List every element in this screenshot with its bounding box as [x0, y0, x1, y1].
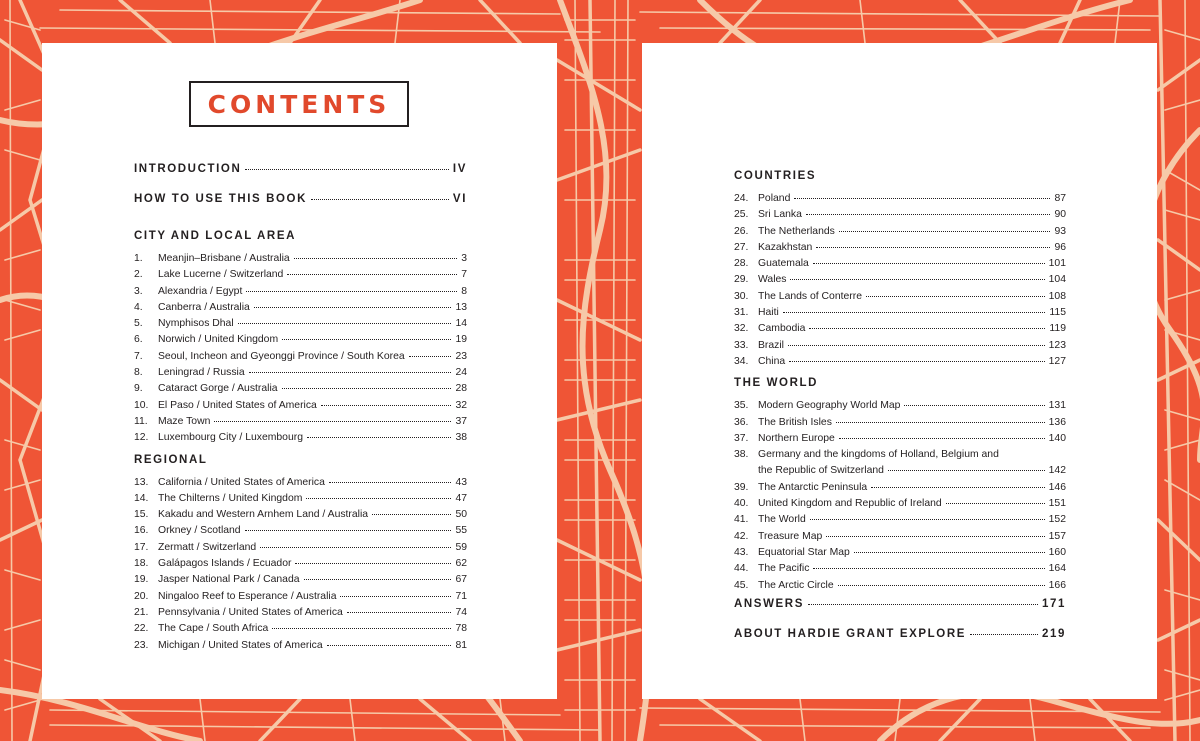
item-number: 2. — [134, 269, 143, 281]
item-number: 26. — [734, 225, 749, 237]
leader-dots — [238, 323, 452, 324]
item-page-number: 24 — [455, 367, 467, 379]
item-page-number: 115 — [1049, 307, 1066, 319]
item-label: Michigan / United States of America — [158, 639, 323, 651]
leader-dots — [946, 503, 1045, 504]
leader-dots — [783, 312, 1046, 313]
leader-dots — [794, 198, 1050, 199]
item-number: 5. — [134, 318, 143, 330]
right-page — [642, 43, 1157, 699]
leader-dots — [810, 519, 1045, 520]
toc-item[interactable] — [134, 491, 467, 507]
toc-entry-answers[interactable]: ANSWERS 171 — [734, 597, 1066, 610]
item-label: Orkney / Scotland — [158, 525, 241, 537]
item-label: Luxembourg City / Luxembourg — [158, 432, 303, 444]
leader-dots — [260, 547, 451, 548]
leader-dots — [836, 422, 1045, 423]
item-page-number: 81 — [455, 639, 467, 651]
item-page-number: 43 — [455, 476, 467, 488]
toc-item[interactable] — [734, 289, 1066, 305]
item-page-number: 152 — [1048, 514, 1066, 526]
item-number: 9. — [134, 383, 143, 395]
item-number: 24. — [734, 193, 749, 204]
toc-item[interactable] — [134, 316, 467, 332]
item-page-number: 90 — [1054, 209, 1066, 221]
leader-dots — [287, 274, 457, 275]
item-page-number: 104 — [1048, 274, 1066, 286]
item-page-number: 55 — [455, 525, 467, 537]
toc-item[interactable] — [134, 414, 467, 430]
item-page-number: 127 — [1048, 355, 1066, 367]
toc-item[interactable] — [734, 224, 1066, 240]
toc-item[interactable] — [734, 578, 1066, 594]
toc-item[interactable] — [134, 430, 467, 446]
item-number: 43. — [734, 546, 749, 558]
item-label: Lake Lucerne / Switzerland — [158, 269, 284, 281]
item-label: The World — [758, 514, 806, 526]
item-label: Guatemala — [758, 258, 809, 270]
leader-dots — [838, 585, 1045, 586]
leader-dots — [294, 258, 458, 259]
leader-dots — [295, 563, 451, 564]
item-label: El Paso / United States of America — [158, 399, 317, 411]
toc-item[interactable] — [734, 338, 1066, 354]
leader-dots — [854, 552, 1045, 553]
item-page-number: 59 — [455, 541, 467, 553]
item-label: Kazakhstan — [758, 241, 813, 253]
item-label: China — [758, 355, 786, 367]
leader-dots — [806, 214, 1051, 215]
toc-item[interactable] — [134, 398, 467, 414]
item-page-number: 38 — [455, 432, 467, 444]
item-page-number: 131 — [1048, 400, 1066, 412]
item-page-number: 37 — [455, 415, 467, 427]
item-number: 11. — [134, 415, 148, 427]
section-heading: COUNTRIES — [734, 170, 817, 182]
item-number: 8. — [134, 367, 143, 379]
item-label: Wales — [758, 274, 787, 286]
item-number: 33. — [734, 339, 749, 351]
toc-item[interactable] — [134, 589, 467, 605]
item-page-number: 87 — [1054, 193, 1066, 204]
item-page-number: 8 — [461, 285, 467, 297]
item-number: 22. — [134, 623, 149, 635]
leader-dots — [789, 361, 1045, 362]
item-page-number: 157 — [1048, 530, 1066, 542]
leader-dots — [790, 279, 1044, 280]
item-number: 10. — [134, 399, 149, 411]
leader-dots — [888, 470, 1045, 471]
toc-item[interactable] — [134, 365, 467, 381]
item-label: Northern Europe — [758, 432, 835, 444]
item-label: Norwich / United Kingdom — [158, 334, 279, 346]
item-page-number: 123 — [1048, 339, 1066, 351]
leader-dots — [347, 612, 452, 613]
item-number: 13. — [134, 476, 149, 488]
item-number: 45. — [734, 579, 749, 591]
item-page-number: 19 — [455, 334, 467, 346]
toc-item[interactable] — [134, 267, 467, 283]
item-number: 38. — [734, 449, 749, 461]
toc-item[interactable] — [134, 251, 467, 267]
toc-entry-how-to-use[interactable]: HOW TO USE THIS BOOK VI — [134, 193, 467, 205]
item-number: 30. — [734, 290, 749, 302]
leader-dots — [340, 596, 451, 597]
leader-dots — [214, 421, 451, 422]
toc-item[interactable] — [734, 354, 1066, 370]
item-number: 20. — [134, 590, 149, 602]
item-number: 18. — [134, 558, 149, 570]
toc-item[interactable] — [734, 240, 1066, 256]
item-label: Modern Geography World Map — [758, 400, 901, 412]
item-page-number: 164 — [1048, 563, 1066, 575]
item-page-number: 28 — [455, 383, 467, 395]
item-number: 31. — [734, 307, 749, 319]
item-number: 42. — [734, 530, 749, 542]
toc-item[interactable] — [134, 572, 467, 588]
toc-item[interactable] — [734, 305, 1066, 321]
leader-dots — [904, 405, 1044, 406]
leader-dots — [813, 568, 1044, 569]
leader-dots — [839, 438, 1045, 439]
item-number: 19. — [134, 574, 149, 586]
toc-item[interactable] — [734, 431, 1066, 447]
toc-item[interactable] — [734, 529, 1066, 545]
toc-item[interactable] — [734, 512, 1066, 528]
item-page-number: 14 — [455, 318, 467, 330]
section-heading: CITY AND LOCAL AREA — [134, 230, 297, 242]
item-label: Sri Lanka — [758, 209, 802, 221]
leader-dots — [272, 628, 451, 629]
item-number: 25. — [734, 209, 749, 221]
toc-item[interactable] — [734, 398, 1066, 414]
leader-dots — [372, 514, 451, 515]
item-number: 6. — [134, 334, 143, 346]
item-number: 23. — [134, 639, 149, 651]
item-label: Meanjin–Brisbane / Australia — [158, 253, 290, 264]
section-heading: REGIONAL — [134, 453, 208, 466]
leader-dots — [282, 339, 451, 340]
leader-dots — [816, 247, 1050, 248]
toc-item[interactable] — [734, 415, 1066, 431]
toc-item[interactable] — [134, 621, 467, 637]
item-number: 32. — [734, 323, 749, 335]
toc-item[interactable] — [134, 540, 467, 556]
item-label: The Arctic Circle — [758, 579, 834, 591]
toc-item[interactable] — [734, 496, 1066, 512]
item-page-number: 108 — [1048, 290, 1066, 302]
item-label: Kakadu and Western Arnhem Land / Australia — [158, 509, 369, 521]
item-page-number: 23 — [455, 350, 467, 362]
leader-dots — [254, 307, 452, 308]
item-label-continued: the Republic of Switzerland — [758, 465, 884, 477]
toc-item[interactable] — [134, 300, 467, 316]
item-page-number: 3 — [461, 253, 467, 264]
item-label: Brazil — [758, 339, 784, 351]
item-number: 7. — [134, 350, 143, 362]
leader-dots — [246, 291, 457, 292]
item-label: Jasper National Park / Canada — [158, 574, 300, 586]
leader-dots — [329, 482, 452, 483]
left-toc — [134, 163, 467, 654]
item-number: 15. — [134, 509, 149, 521]
item-label: Haiti — [758, 307, 779, 319]
toc-item[interactable] — [134, 381, 467, 397]
contents-title: CONTENTS — [207, 89, 391, 119]
item-number: 16. — [134, 525, 149, 537]
toc-item[interactable] — [734, 561, 1066, 577]
toc-item[interactable] — [734, 447, 1066, 480]
item-page-number: 136 — [1048, 416, 1066, 428]
item-page-number: 50 — [455, 509, 467, 521]
item-number: 21. — [134, 606, 149, 618]
toc-item[interactable] — [134, 284, 467, 300]
item-label: Alexandria / Egypt — [158, 285, 243, 297]
item-label: Ningaloo Reef to Esperance / Australia — [158, 590, 337, 602]
contents-title-box — [189, 81, 409, 127]
item-page-number: 166 — [1048, 579, 1066, 591]
toc-entry-about[interactable]: ABOUT HARDIE GRANT EXPLORE 219 — [734, 627, 1066, 640]
item-label: Seoul, Incheon and Gyeonggi Province / South Korea — [158, 350, 405, 362]
item-page-number: 74 — [455, 606, 467, 618]
leader-dots — [409, 356, 452, 357]
toc-item[interactable] — [734, 480, 1066, 496]
leader-dots — [245, 169, 449, 170]
item-label: Nymphisos Dhal — [158, 318, 234, 330]
leader-dots — [282, 388, 452, 389]
leader-dots — [808, 604, 1038, 605]
toc-item[interactable] — [734, 545, 1066, 561]
item-label: The Pacific — [758, 563, 810, 575]
item-label: Equatorial Star Map — [758, 546, 850, 558]
toc-item[interactable] — [134, 332, 467, 348]
item-label: The British Isles — [758, 416, 832, 428]
toc-item[interactable] — [134, 638, 467, 654]
toc-item[interactable] — [134, 523, 467, 539]
item-page-number: 160 — [1048, 546, 1066, 558]
leader-dots — [306, 498, 451, 499]
item-label: California / United States of America — [158, 476, 325, 488]
item-label: Treasure Map — [758, 530, 823, 542]
item-number: 40. — [734, 498, 749, 510]
item-number: 3. — [134, 285, 143, 297]
item-page-number: 96 — [1054, 241, 1066, 253]
toc-item[interactable] — [734, 272, 1066, 288]
leader-dots — [321, 405, 452, 406]
item-label: The Cape / South Africa — [158, 623, 269, 635]
item-page-number: 142 — [1048, 465, 1066, 477]
toc-item[interactable] — [134, 605, 467, 621]
item-label: Canberra / Australia — [158, 301, 250, 313]
toc-item[interactable] — [134, 507, 467, 523]
item-label: United Kingdom and Republic of Ireland — [758, 498, 942, 510]
item-number: 12. — [134, 432, 149, 444]
right-toc — [734, 163, 1066, 658]
item-number: 29. — [734, 274, 749, 286]
toc-item[interactable] — [734, 321, 1066, 337]
item-number: 27. — [734, 241, 749, 253]
item-page-number: 78 — [455, 623, 467, 635]
toc-entry-introduction[interactable]: INTRODUCTION IV — [134, 163, 467, 175]
item-number: 28. — [734, 258, 749, 270]
item-number: 17. — [134, 541, 149, 553]
leader-dots — [813, 263, 1045, 264]
item-number: 34. — [734, 355, 749, 367]
leader-dots — [866, 296, 1045, 297]
item-page-number: 101 — [1048, 258, 1066, 270]
leader-dots — [304, 579, 452, 580]
toc-item[interactable] — [734, 207, 1066, 223]
item-page-number: 93 — [1054, 225, 1066, 237]
toc-item[interactable] — [734, 256, 1066, 272]
item-page-number: 151 — [1048, 498, 1066, 510]
item-label: Galápagos Islands / Ecuador — [158, 558, 292, 570]
left-page — [42, 43, 557, 699]
toc-item[interactable] — [734, 191, 1066, 207]
leader-dots — [826, 536, 1044, 537]
item-page-number: 71 — [455, 590, 467, 602]
item-number: 36. — [734, 416, 749, 428]
leader-dots — [788, 345, 1045, 346]
item-number: 44. — [734, 563, 749, 575]
item-page-number: 7 — [461, 269, 467, 281]
item-page-number: 62 — [455, 558, 467, 570]
leader-dots — [245, 530, 452, 531]
item-label: Leningrad / Russia — [158, 367, 245, 379]
leader-dots — [809, 328, 1045, 329]
section-heading: THE WORLD — [734, 377, 819, 390]
leader-dots — [970, 634, 1038, 635]
item-label: Zermatt / Switzerland — [158, 541, 257, 553]
toc-item[interactable] — [134, 556, 467, 572]
leader-dots — [839, 231, 1051, 232]
item-number: 4. — [134, 301, 143, 313]
item-label: Cambodia — [758, 323, 806, 335]
item-number: 41. — [734, 514, 749, 526]
item-page-number: 32 — [455, 399, 467, 411]
item-label: The Netherlands — [758, 225, 835, 237]
leader-dots — [307, 437, 451, 438]
leader-dots — [871, 487, 1044, 488]
item-label: Germany and the kingdoms of Holland, Belgium and — [758, 449, 999, 461]
leader-dots — [249, 372, 452, 373]
leader-dots — [311, 199, 449, 200]
item-number: 37. — [734, 432, 749, 444]
item-label: Pennsylvania / United States of America — [158, 606, 343, 618]
item-number: 1. — [134, 253, 143, 264]
item-page-number: 13 — [455, 301, 467, 313]
item-label: Poland — [758, 193, 791, 204]
item-number: 39. — [734, 481, 749, 493]
item-label: The Chilterns / United Kingdom — [158, 492, 303, 504]
item-page-number: 140 — [1048, 432, 1066, 444]
toc-item[interactable] — [134, 475, 467, 491]
item-label: Cataract Gorge / Australia — [158, 383, 278, 395]
item-label: The Lands of Conterre — [758, 290, 862, 302]
toc-item[interactable] — [134, 349, 467, 365]
item-page-number: 67 — [455, 574, 467, 586]
item-number: 14. — [134, 492, 149, 504]
leader-dots — [327, 645, 452, 646]
item-label: The Antarctic Peninsula — [758, 481, 868, 493]
item-page-number: 47 — [455, 492, 467, 504]
item-number: 35. — [734, 400, 749, 412]
item-page-number: 119 — [1049, 323, 1066, 335]
item-label: Maze Town — [158, 415, 211, 427]
item-page-number: 146 — [1048, 481, 1066, 493]
